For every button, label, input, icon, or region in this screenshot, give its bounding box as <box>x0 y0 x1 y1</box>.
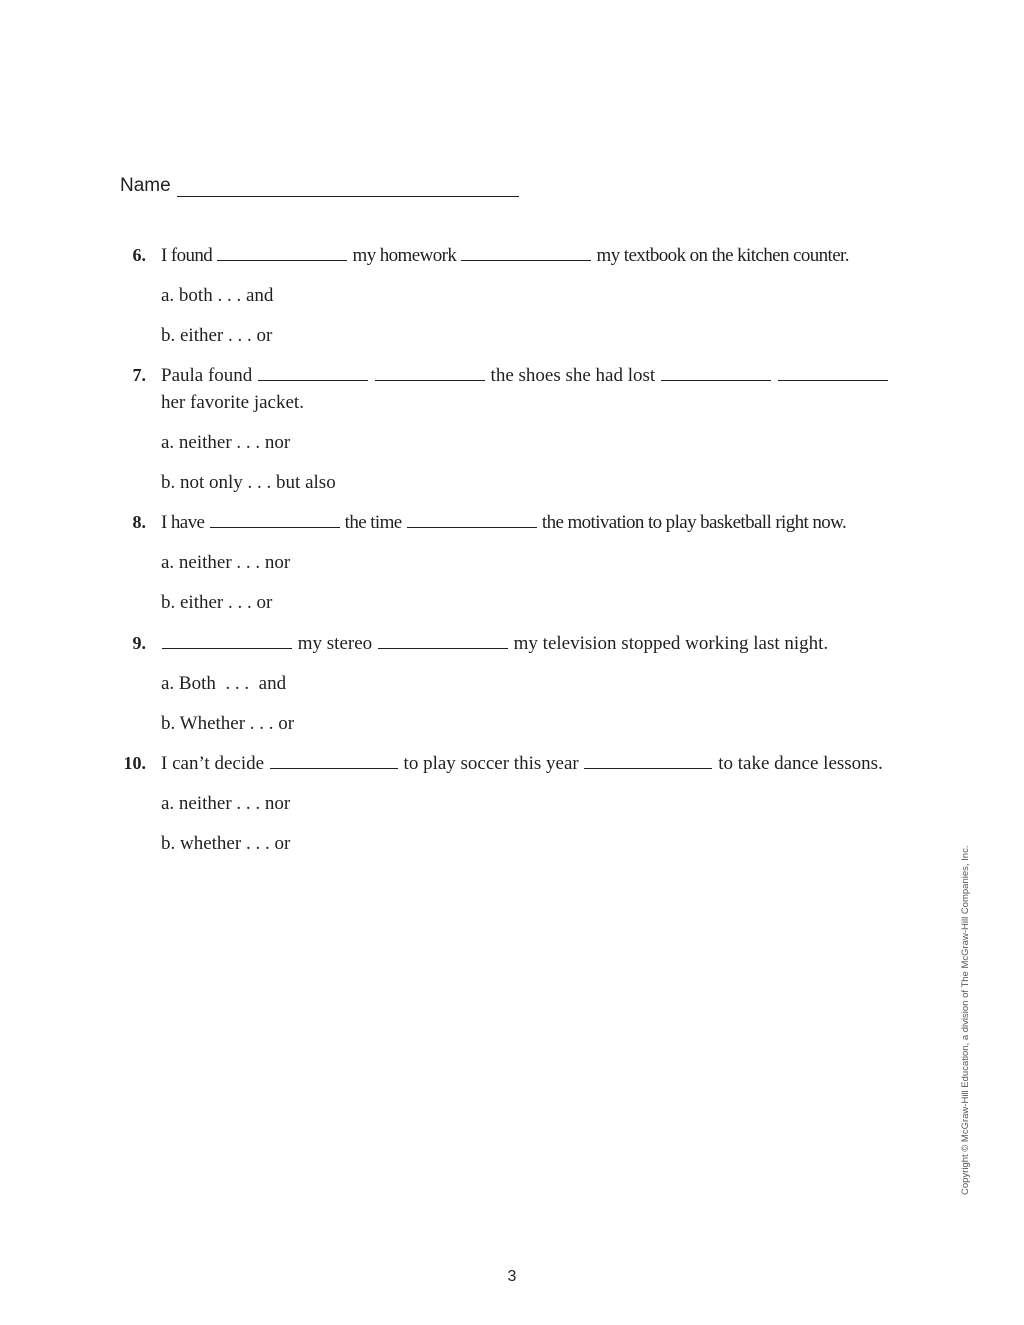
answer-blank[interactable] <box>162 633 292 649</box>
page-number: 3 <box>507 1268 517 1285</box>
question-text-part: I have <box>161 512 205 533</box>
answer-blank[interactable] <box>378 633 508 649</box>
option-a: a. neither . . . nor <box>161 793 291 814</box>
answer-blank[interactable] <box>584 753 712 769</box>
answer-blank[interactable] <box>210 512 340 528</box>
question-text <box>161 750 921 777</box>
question-text-part: my television stopped working last night. <box>513 633 829 654</box>
option-a: a. neither . . . nor <box>161 552 291 573</box>
answer-blank[interactable] <box>375 365 485 381</box>
question-text-part: my textbook on the kitchen counter. <box>596 245 849 266</box>
question-text <box>161 242 921 269</box>
answer-blank[interactable] <box>778 365 888 381</box>
answer-blank[interactable] <box>661 365 771 381</box>
option-b: b. whether . . . or <box>161 833 291 854</box>
question-text-part: to play soccer this year <box>403 753 579 774</box>
name-field-row <box>120 175 519 197</box>
question-text <box>161 362 921 416</box>
question-number: 8. <box>132 512 146 532</box>
name-label: Name <box>120 175 171 196</box>
question-number: 6. <box>132 245 146 265</box>
question-text-part: my homework <box>352 245 457 266</box>
option-b: b. either . . . or <box>161 325 273 346</box>
question-text-part: the motivation to play basketball right now. <box>541 512 847 533</box>
question-text-part: the time <box>344 512 402 533</box>
question-text-part: Paula found <box>161 365 253 386</box>
question-text-part: my stereo <box>297 633 373 654</box>
answer-blank[interactable] <box>270 753 398 769</box>
question-number: 10. <box>123 753 146 773</box>
answer-blank[interactable] <box>407 512 537 528</box>
copyright-notice: Copyright © McGraw-Hill Education, a division of The McGraw-Hill Companies, Inc. <box>960 845 971 1195</box>
option-b: b. either . . . or <box>161 592 273 613</box>
question-text <box>161 630 921 657</box>
question-number: 7. <box>132 365 146 385</box>
question-text-part: to take dance lessons. <box>718 753 883 774</box>
option-a: a. neither . . . nor <box>161 432 291 453</box>
answer-blank[interactable] <box>461 245 591 261</box>
answer-blank[interactable] <box>217 245 347 261</box>
question-text-part: I found <box>161 245 213 266</box>
answer-blank[interactable] <box>258 365 368 381</box>
question-text-part: I can’t decide <box>161 753 265 774</box>
question-number: 9. <box>132 633 146 653</box>
name-blank-line[interactable] <box>177 178 519 197</box>
option-b: b. Whether . . . or <box>161 713 295 734</box>
question-text-part: the shoes she had lost <box>490 365 656 386</box>
question-text-part: her favorite jacket. <box>161 392 304 413</box>
option-b: b. not only . . . but also <box>161 472 336 493</box>
option-a: a. both . . . and <box>161 285 274 306</box>
option-a: a. Both . . . and <box>161 673 287 694</box>
question-text <box>161 509 921 536</box>
